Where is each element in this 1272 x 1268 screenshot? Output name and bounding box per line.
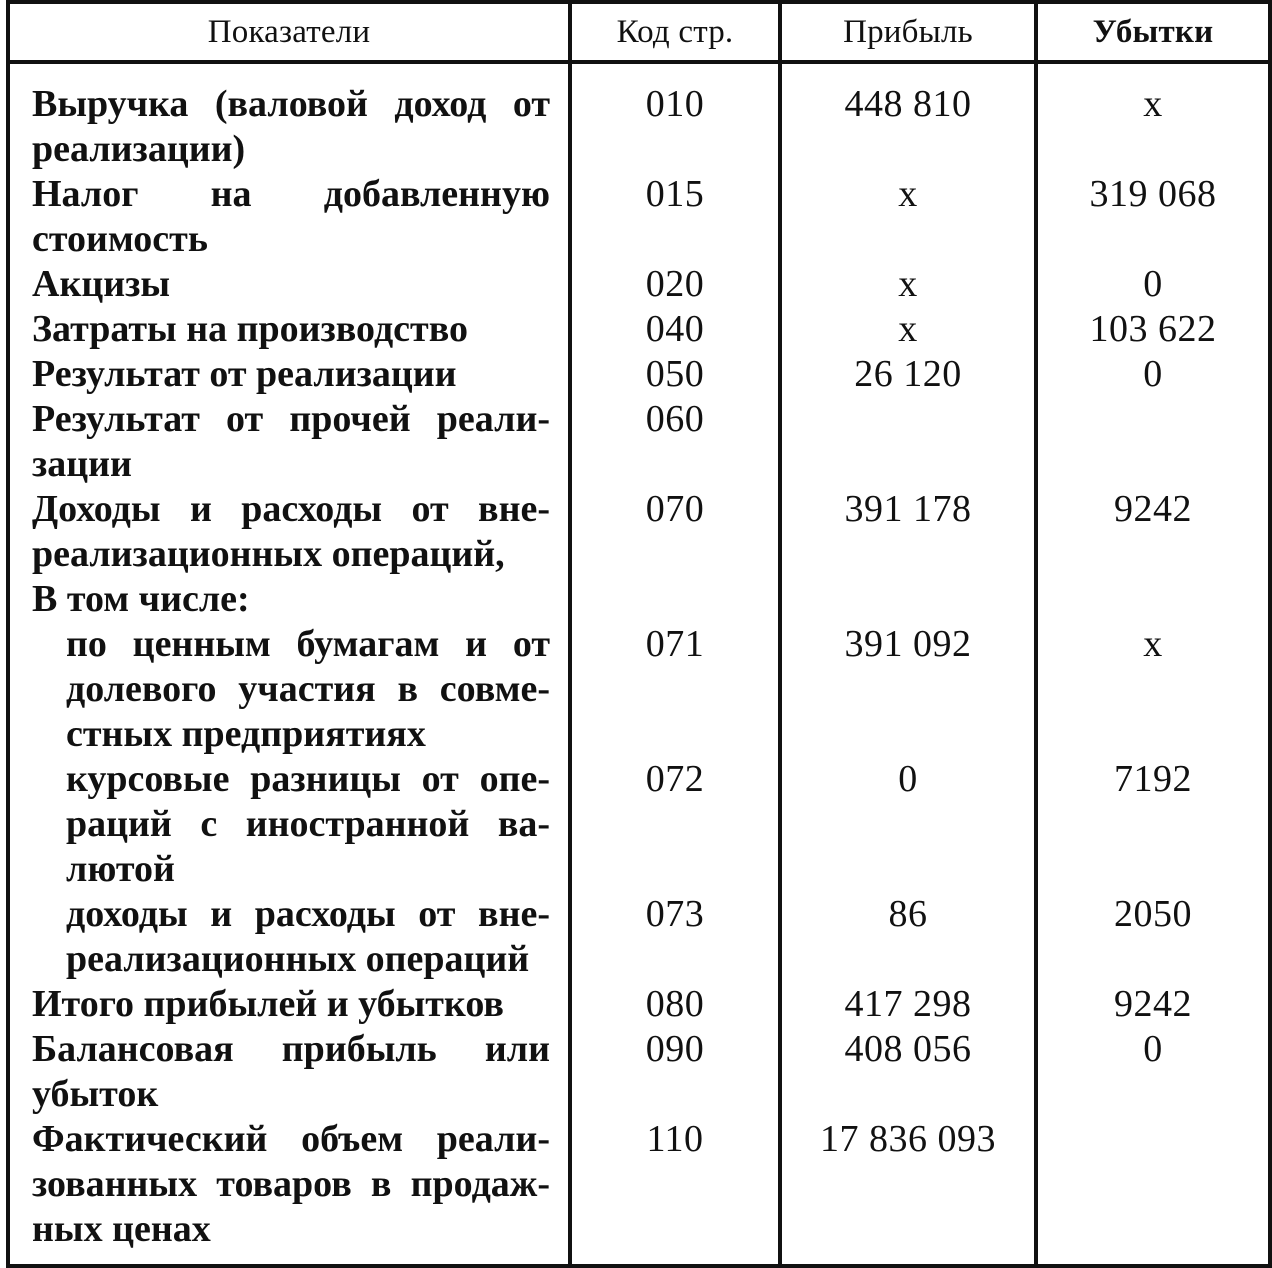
row-indicator-label: Результат от реализации	[32, 353, 457, 395]
row-loss: 0	[1143, 263, 1163, 305]
row-indicator-label: доходы и расходы от вне-реализационных операций	[66, 893, 550, 980]
row-indicator-cell	[8, 307, 570, 352]
row-indicator-label: Выручка (валовой доход от реализации)	[32, 83, 550, 170]
row-indicator-label: Балансовая прибыль или убыток	[32, 1028, 550, 1115]
table-row	[8, 577, 1270, 622]
row-code: 010	[570, 62, 780, 172]
row-code: 060	[570, 397, 780, 487]
row-indicator-cell	[8, 622, 570, 757]
table-row	[8, 352, 1270, 397]
table-row	[8, 622, 1270, 757]
row-loss	[1036, 577, 1270, 622]
row-indicator-cell	[8, 62, 570, 172]
row-code	[570, 577, 780, 622]
row-profit: 391 178	[780, 487, 1036, 577]
row-loss: 9242	[1114, 488, 1192, 530]
row-loss: 9242	[1114, 983, 1192, 1025]
table-row	[8, 62, 1270, 172]
row-profit: 417 298	[780, 982, 1036, 1027]
table-row	[8, 307, 1270, 352]
row-indicator-cell	[8, 757, 570, 892]
row-indicator-cell	[8, 1117, 570, 1266]
row-indicator-cell	[8, 892, 570, 982]
table-header-row	[8, 2, 1270, 62]
row-indicator-cell	[8, 487, 570, 577]
row-indicator-label: Затраты на производство	[32, 308, 468, 350]
row-loss: х	[1143, 83, 1163, 125]
row-code: 080	[570, 982, 780, 1027]
row-profit: 0	[780, 757, 1036, 892]
row-loss: 319 068	[1089, 173, 1217, 215]
row-code: 073	[570, 892, 780, 982]
table-row	[8, 487, 1270, 577]
row-code: 040	[570, 307, 780, 352]
row-loss: 103 622	[1089, 308, 1217, 350]
row-profit: 26 120	[780, 352, 1036, 397]
row-loss: 0	[1143, 353, 1163, 395]
row-indicator-label: Налог на добавленную стоимость	[32, 173, 550, 260]
row-profit: 17 836 093	[780, 1117, 1036, 1266]
header-indicator: Показатели	[8, 2, 570, 62]
row-indicator-cell	[8, 1027, 570, 1117]
row-loss: 2050	[1114, 893, 1192, 935]
row-code: 110	[570, 1117, 780, 1266]
row-profit: х	[780, 307, 1036, 352]
header-profit: Прибыль	[780, 2, 1036, 62]
row-indicator-cell	[8, 172, 570, 262]
table-row	[8, 757, 1270, 892]
row-loss: 0	[1143, 1028, 1163, 1070]
row-profit	[780, 577, 1036, 622]
table-body	[8, 62, 1270, 1266]
row-profit	[780, 397, 1036, 487]
row-profit: х	[780, 262, 1036, 307]
row-loss: 7192	[1114, 758, 1192, 800]
row-indicator-label: В том числе:	[32, 578, 250, 620]
header-loss: Убытки	[1036, 2, 1270, 62]
row-indicator-label: по ценным бумагам и от долевого участия в совме-стных предприятиях	[66, 623, 550, 755]
row-code: 050	[570, 352, 780, 397]
financial-results-table	[6, 0, 1272, 1268]
row-indicator-cell	[8, 262, 570, 307]
table-row	[8, 397, 1270, 487]
row-profit: 391 092	[780, 622, 1036, 757]
row-indicator-cell	[8, 982, 570, 1027]
row-loss: х	[1143, 623, 1163, 665]
table-row	[8, 1117, 1270, 1266]
row-loss	[1036, 1117, 1270, 1266]
table-row	[8, 1027, 1270, 1117]
table-row	[8, 982, 1270, 1027]
row-indicator-label: Фактический объем реали-зованных товаров в продаж-ных ценах	[32, 1118, 550, 1250]
row-profit: 448 810	[780, 62, 1036, 172]
table-row	[8, 262, 1270, 307]
row-indicator-label: Результат от прочей реали-зации	[32, 398, 550, 485]
table-row	[8, 892, 1270, 982]
row-indicator-label: Доходы и расходы от вне-реализационных операций,	[32, 488, 550, 575]
row-code: 020	[570, 262, 780, 307]
row-indicator-label: Акцизы	[32, 263, 171, 305]
row-indicator-cell	[8, 352, 570, 397]
row-code: 015	[570, 172, 780, 262]
row-loss	[1036, 397, 1270, 487]
row-indicator-cell	[8, 577, 570, 622]
row-profit: 86	[780, 892, 1036, 982]
row-indicator-label: Итого прибылей и убытков	[32, 983, 504, 1025]
row-code: 090	[570, 1027, 780, 1117]
table-row	[8, 172, 1270, 262]
row-indicator-cell	[8, 397, 570, 487]
row-code: 072	[570, 757, 780, 892]
header-code: Код стр.	[570, 2, 780, 62]
row-code: 070	[570, 487, 780, 577]
row-profit: х	[780, 172, 1036, 262]
row-indicator-label: курсовые разницы от опе-раций с иностранной ва-лютой	[66, 758, 550, 890]
row-profit: 408 056	[780, 1027, 1036, 1117]
row-code: 071	[570, 622, 780, 757]
